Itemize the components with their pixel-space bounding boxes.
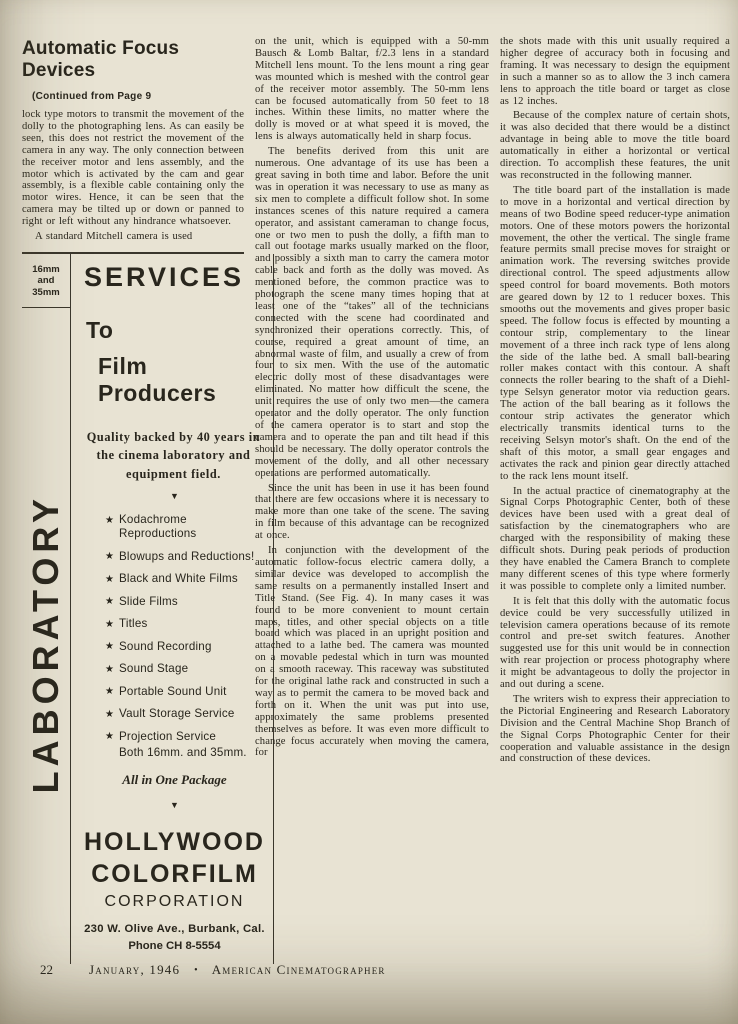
service-label: Black and White Films (119, 572, 238, 586)
left-column (22, 36, 265, 1024)
ad-service-item (105, 640, 265, 654)
format-line: and (37, 275, 55, 287)
star-icon: ★ (105, 708, 115, 720)
bullet-separator: • (194, 965, 198, 976)
ad-headline (84, 317, 265, 407)
company-name-line: COLORFILM (91, 860, 258, 889)
article-paragraph: on the unit, which is equipped with a 50-mm Bausch & Lomb Baltar, f/2.3 lens in a standard Mitchell lens mount. To the lens mount a ring gear was mounted which is meshed with the control gear of the receiver motor assembly. The 50-mm lens can be focused automatically from 50 feet to 18 inches. Within these limits, no matter where the dolly is moved or at what speed it is moved, the lens is always automatically held in sharp focus. (255, 36, 489, 143)
ad-services-list (84, 513, 265, 760)
page-number: 22 (40, 962, 53, 977)
star-icon: ★ (105, 731, 115, 743)
article-paragraph: In conjunction with the development of the automatic follow-focus electric camera dolly, a similar device was developed to accomplish the same results on a permanently installed Insert and Title Stand. (See Fig. 4). In many cases it was found to be more convenient to mount certain maps, titles, and other special objects on a title board which was placed in an upright position and attached to a lathe bed. The camera was mounted on a movable pedestal which in turn was mounted on a smooth raceway. This raceway was substituted for the original lathe rack and constructed in such a way as to permit the camera to be moved back and forth on it. When the unit was put into use, approximately the same problems presented themselves as before. It was even more difficult to change focus accurately when moving the camera, for (255, 545, 489, 759)
service-label: Titles (119, 617, 148, 631)
service-label: Kodachrome Reproductions (119, 513, 197, 541)
ad-main-panel (70, 254, 274, 965)
company-name-line: CORPORATION (104, 893, 245, 911)
ad-service-item (105, 685, 265, 699)
article-title: Automatic Focus Devices (22, 38, 180, 81)
laboratory-services-ad (22, 252, 265, 965)
article-paragraph: It is felt that this dolly with the automatic focus device could be very successfully utilized in television camera operations because of its remote control and pre-set switch features. Another suggested use for this unit would be in connection with rear projection or process photography where it might be advantageous to dolly the projector in and out during a scene. (500, 595, 730, 691)
service-label: Slide Films (119, 594, 178, 608)
ad-service-item (105, 550, 265, 564)
ad-company-name (84, 826, 265, 911)
service-label: Vault Storage Service (119, 707, 235, 721)
right-column (500, 36, 730, 1024)
star-icon: ★ (105, 551, 115, 563)
service-label: Projection Service (119, 729, 217, 743)
ad-headline-line: To (86, 316, 114, 343)
middle-column (255, 36, 489, 1024)
ad-service-item (105, 617, 265, 631)
ad-left-strip (22, 254, 70, 965)
triangle-down-icon: ▼ (170, 491, 179, 502)
article-paragraph: The writers wish to express their appreciation to the Pictorial Engineering and Research Laboratory Division and the Central Machine Shop Branch of the Signal Corps Photographic Center for their cooperation and valuable assistance in the design and construction of these devices. (500, 693, 730, 765)
article-paragraph: Because of the complex nature of certain shots, it was also decided that there would be a distinct advantage in being able to move the title board automatically in either a horizontal or vertical direction. To accomplish these features, the unit was reconstructed in the following manner. (500, 110, 730, 181)
article-paragraph: The benefits derived from this unit are numerous. One advantage of its use has been a great saving in both time and labor. Before the unit was in operation it was necessary to use as many as six men to complete a difficult follow shot. In some instances scenes of this nature required a camera operator, and assistant cameraman to change focus, one or two men to push the dolly, a fifth man to call out footage marks usually marked on the floor, and possibly a sixth man to carry the camera motor cable back and forth as the dolly was moved. As mentioned before, the common practice was to photograph the scene many times hoping that at least one of the “takes” all of the technicians connected with the scene had coordinated and synchronized their operations correctly. This, of course, required a great amount of time, an abnormal waste of film, and usually a crew of from four to six men. With the use of the automatic electric dolly most of these disadvantages were eliminated. No matter how difficult the scene, the unit requires the use of only two men—the camera operator and the dolly operator. The only function of the camera operator is to start and stop the camera and to operate the pan and tilt head if this should be necessary. The dolly operator controls the movement of the dolly, and all other necessary operations are performed automatically. (255, 146, 489, 479)
format-line: 16mm (32, 263, 60, 275)
article-paragraph: A standard Mitchell camera is used (35, 231, 193, 243)
article-paragraph: Since the unit has been in use it has been found that there are few occasions where it is necessary to make more than one take of the scene. The saving in film because of this advantage can be recognized at once. (255, 482, 489, 542)
issue-date: January, 1946 (89, 962, 181, 977)
service-label: Blowups and Reductions! (119, 549, 255, 563)
magazine-title: American Cinematographer (211, 962, 386, 977)
ad-strip-body (22, 308, 70, 964)
star-icon: ★ (105, 641, 115, 653)
article-text-left (22, 109, 244, 243)
article-paragraph: In the actual practice of cinematography at the Signal Corps Photographic Center, both of these devices have been used with a great deal of satisfaction by the cinematographers who are charged with the responsibility of making these difficult shots. During peak periods of production they have enabled the Camera Branch to complete many different scenes of this type where formerly it was possible to complete only a limited number. (500, 485, 730, 592)
page-footer (40, 962, 386, 978)
article-paragraph: the shots made with this unit usually required a higher degree of accuracy both in focusing and framing. It was necessary to design the equipment in such a manner so as to allow the 3 inch camera lens to approach the title board or target as close as 12 inches. (500, 36, 730, 107)
service-label: Sound Stage (119, 662, 189, 676)
ad-service-item (105, 662, 265, 676)
company-name-line: HOLLYWOOD (84, 828, 265, 857)
triangle-down-icon: ▼ (170, 800, 179, 811)
star-icon: ★ (105, 573, 115, 585)
film-format-label (22, 254, 70, 309)
ad-service-item (105, 572, 265, 586)
ad-phone: Phone CH 8-5554 (128, 940, 221, 953)
ad-blurb: Quality backed by 40 years in the cinema laboratory and equipment field. (86, 429, 261, 481)
service-sublabel: Both 16mm. and 35mm. (119, 746, 247, 760)
laboratory-vertical-label: LABORATORY (25, 493, 66, 794)
ad-service-item (105, 730, 265, 761)
continued-from-note: (Continued from Page 9 (32, 91, 152, 102)
ad-service-item (105, 513, 265, 541)
service-label: Portable Sound Unit (119, 684, 227, 698)
service-label: Sound Recording (119, 639, 212, 653)
ad-service-item (105, 595, 265, 609)
ad-service-item (105, 707, 265, 721)
star-icon: ★ (105, 618, 115, 630)
ad-package-line: All in One Package (122, 772, 227, 788)
star-icon: ★ (105, 686, 115, 698)
ad-address: 230 W. Olive Ave., Burbank, Cal. (84, 923, 265, 936)
format-line: 35mm (32, 286, 60, 298)
article-paragraph: lock type motors to transmit the movement of the dolly to the photographing lens. As can easily be seen, this does not restrict the movement of the camera in any way. The only connection between the receiver motor and lens assembly, and the motor which is activated by the cam and gear assembly, is a flexible cable containing only the motor wires. Hence, it can be seen that the camera may be tilted up or down or panned to right or left without any hindrance whatsoever. (22, 109, 244, 228)
star-icon: ★ (105, 596, 115, 608)
star-icon: ★ (105, 663, 115, 675)
article-paragraph: The title board part of the installation is made to move in a horizontal and vertical direction by means of two Bodine speed reducer-type animation motors. One of these motors powers the horizontal movement, the other the vertical. The single frame feature permits small precise moves for straight or animation work. The reversing switches provide directional control. The speed adjustments allow speed control for board movements. Both motors are geared down by 12 to 1 reducer boxes. This smooths out the movements and gives proper basic speed. The follow focus is effected by mounting a contour strip, complementary to the linear movement of a three inch rack type of lens along the side of the lathe bed. A small ball-bearing roller makes contact with this contour. A shaft connects the roller bearing to the shaft of a Diehl-type Selsyn generator motor via reduction gears. The action of the ball bearing as it follows the contour strip activates the generator which electrically transmits identical turns to the receiving Selsyn motor's shaft. On the end of the shaft of this motor, a small gear engages and activates the rack and pinion gear directly attached to the rack lens mount itself. (500, 184, 730, 482)
star-icon: ★ (105, 514, 115, 526)
ad-headline-line: Film Producers (98, 352, 217, 406)
ad-services-title: SERVICES (84, 261, 245, 292)
